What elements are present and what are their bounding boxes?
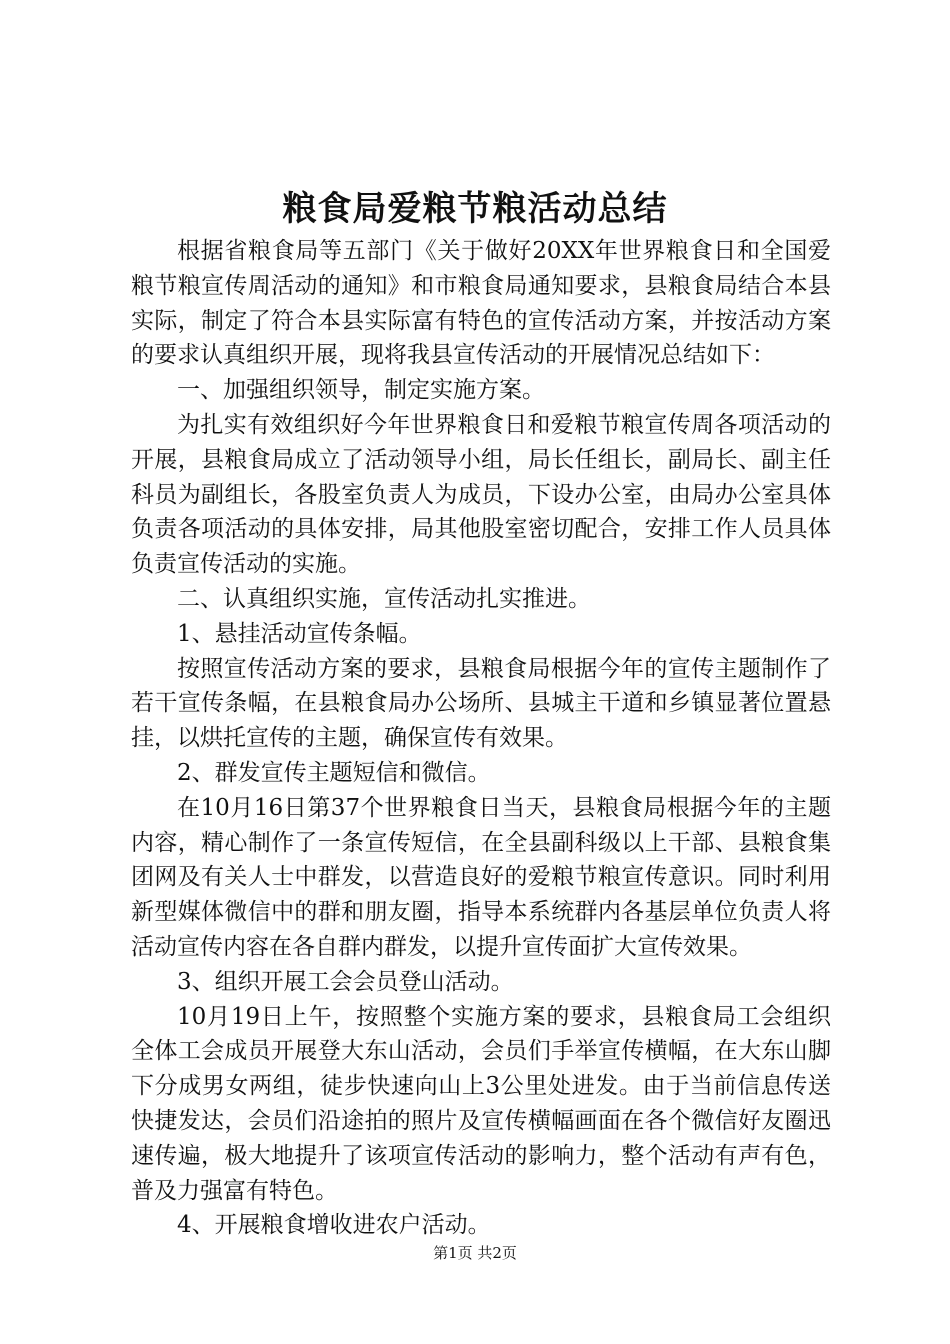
section-heading-2: 二、认真组织实施，宣传活动扎实推进。 [177, 585, 591, 612]
page-footer: 第1页 共2页 [433, 1244, 517, 1262]
document-title: 粮食局爱粮节粮活动总结 [282, 189, 668, 229]
subsection-heading-1: 1、悬挂活动宣传条幅。 [177, 620, 422, 647]
paragraph-hiking: 10月19日上午，按照整个实施方案的要求，县粮食局工会组织全体工会成员开展登大东山活动，会员们手举宣传横幅，在大东山脚下分成男女两组，徒步快速向山上3公里处进发。由于当前信息传送快捷发达，会员们沿途拍的照片及宣传横幅画面在各个微信好友圈迅速传遍，极大地提升了该项宣传活动的影响力，整个活动有声有色，普及力强富有特色。 [131, 1003, 831, 1204]
subsection-heading-2: 2、群发宣传主题短信和微信。 [177, 759, 491, 786]
section-heading-1: 一、加强组织领导，制定实施方案。 [177, 377, 545, 404]
paragraph-intro: 根据省粮食局等五部门《关于做好20XX年世界粮食日和全国爱粮节粮宣传周活动的通知》和市粮食局通知要求，县粮食局结合本县实际，制定了符合本县实际富有特色的宣传活动方案，并按活动方案的要求认真组织开展，现将我县宣传活动的开展情况总结如下： [131, 238, 831, 369]
subsection-heading-3: 3、组织开展工会会员登山活动。 [177, 968, 514, 995]
paragraph-banners: 按照宣传活动方案的要求，县粮食局根据今年的宣传主题制作了若干宣传条幅，在县粮食局办公场所、县城主干道和乡镇显著位置悬挂，以烘托宣传的主题，确保宣传有效果。 [131, 655, 831, 752]
paragraph-organization: 为扎实有效组织好今年世界粮食日和爱粮节粮宣传周各项活动的开展，县粮食局成立了活动领导小组，局长任组长，副局长、副主任科员为副组长，各股室负责人为成员，下设办公室，由局办公室具体负责各项活动的具体安排，局其他股室密切配合，安排工作人员具体负责宣传活动的实施。 [131, 411, 831, 578]
subsection-heading-4: 4、开展粮食增收进农户活动。 [177, 1212, 491, 1239]
paragraph-messages: 在10月16日第37个世界粮食日当天，县粮食局根据今年的主题内容，精心制作了一条宣传短信，在全县副科级以上干部、县粮食集团网及有关人士中群发，以营造良好的爱粮节粮宣传意识。同时利用新型媒体微信中的群和朋友圈，指导本系统群内各基层单位负责人将活动宣传内容在各自群内群发，以提升宣传面扩大宣传效果。 [131, 794, 831, 960]
document-body [131, 234, 831, 1243]
